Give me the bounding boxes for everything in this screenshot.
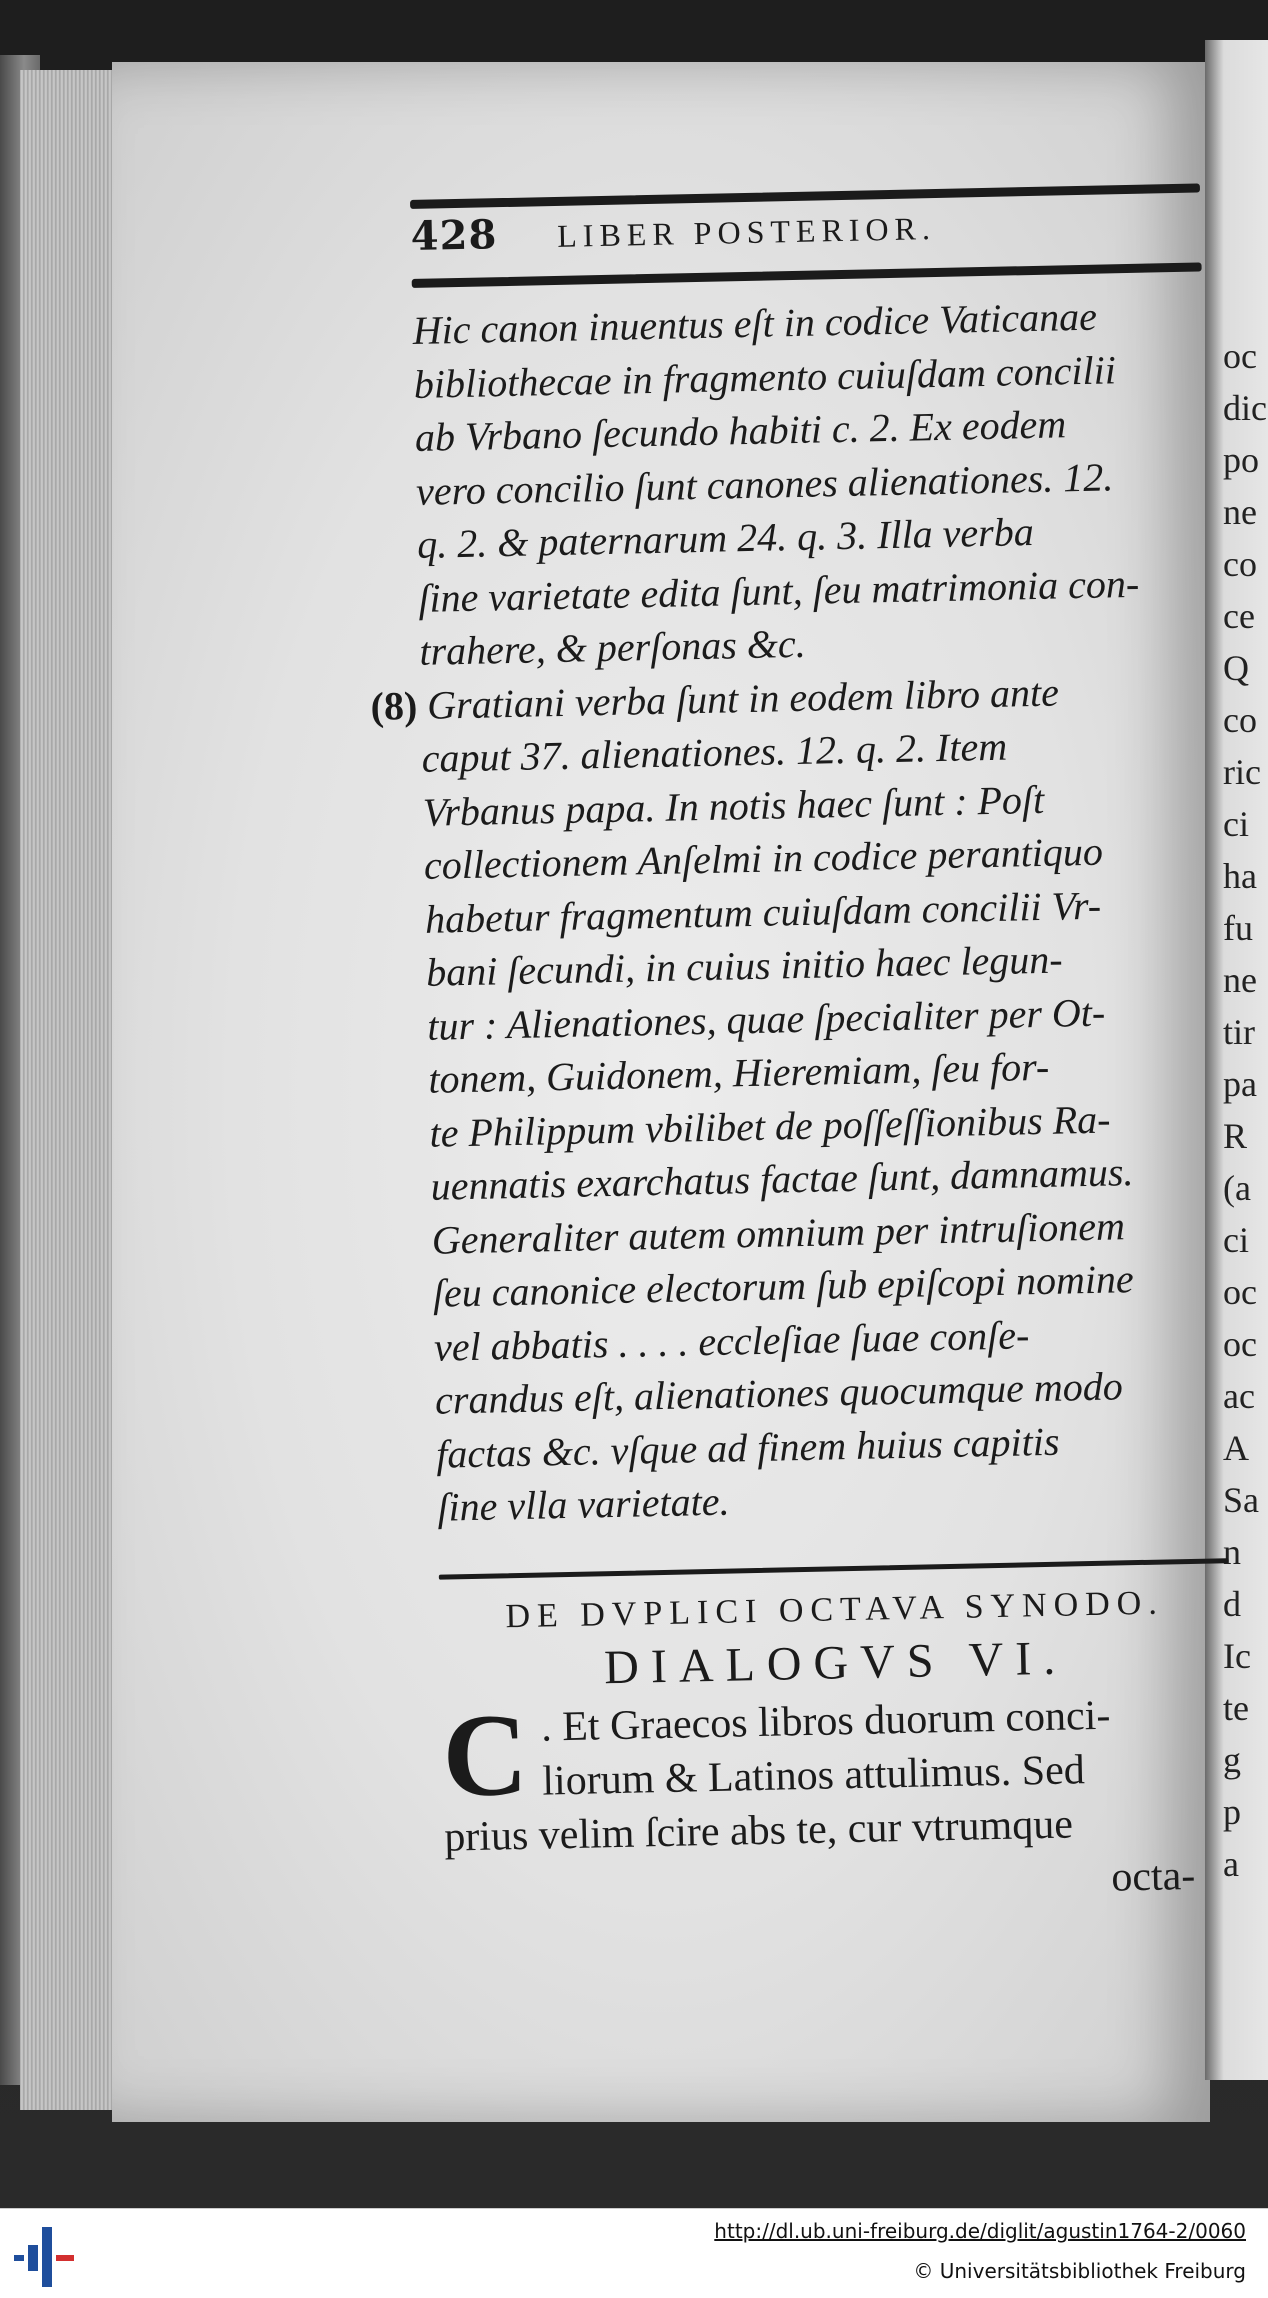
body-line: prius velim ſcire abs te, cur vtrumque — [443, 1800, 1074, 1861]
right-page-fragment-line: p — [1223, 1792, 1241, 1832]
body-paragraph — [441, 1686, 1235, 1918]
note-line: bibliothecae in fragmento cuiuſdam concilii — [413, 346, 1117, 407]
right-page-fragment-line: oc — [1223, 1272, 1257, 1312]
right-page-fragment-line: ha — [1223, 856, 1257, 896]
right-page-fragment-line: Sa — [1223, 1480, 1259, 1520]
right-page-fragment-line: g — [1223, 1740, 1241, 1780]
right-page-fragment-line: oc — [1223, 1324, 1257, 1364]
note-line: ab Vrbano ſecundo habiti c. 2. Ex eodem — [414, 401, 1067, 460]
note-line: tur : Alienationes, quae ſpecialiter per Ot- — [426, 989, 1106, 1049]
running-head — [410, 196, 1201, 273]
permalink-url[interactable]: http://dl.ub.uni-freiburg.de/diglit/agustin1764-2/0060 — [714, 2219, 1246, 2243]
right-page-fragment-line: ce — [1223, 596, 1255, 636]
library-logo-icon — [14, 2227, 78, 2287]
note-line: vero concilio ſunt canones alienationes. 12. — [415, 453, 1114, 514]
right-page-fragment-line: ne — [1223, 960, 1257, 1000]
right-page-fragment-line: co — [1223, 544, 1257, 584]
note-line: Hic canon inuentus eſt in codice Vaticanae — [412, 293, 1098, 353]
note-line-text: Gratiani verba ſunt in eodem libro ante — [426, 669, 1060, 728]
note-line: q. 2. & paternarum 24. q. 3. Illa verba — [416, 509, 1035, 567]
right-page-fragment-line: ci — [1223, 804, 1249, 844]
right-page-fragment-line: ric — [1223, 752, 1261, 792]
right-page-fragment-line: ne — [1223, 492, 1257, 532]
body-line: . Et Graecos libros duorum conci- — [540, 1692, 1111, 1751]
note-line: Generaliter autem omnium per intruſionem — [431, 1202, 1126, 1263]
footnote-7 — [412, 287, 1210, 678]
note-line: factas &c. vſque ad finem huius capitis — [435, 1418, 1060, 1477]
body-line: liorum & Latinos attulimus. Sed — [541, 1746, 1086, 1805]
right-page-fragment-line: dic — [1223, 388, 1267, 428]
note-line: collectionem Anſelmi in codice perantiquo — [423, 828, 1104, 888]
drop-cap: C — [441, 1688, 530, 1822]
right-page-fragment-line: R — [1223, 1116, 1248, 1156]
right-page-fragment-line: Ic — [1223, 1636, 1251, 1676]
note-line: uennatis exarchatus factae ſunt, damnamus. — [430, 1149, 1134, 1209]
right-page-fragment-line: te — [1223, 1688, 1249, 1728]
right-page-fragment-line: a — [1223, 1844, 1239, 1884]
footnote-marker: (8) — [370, 682, 418, 729]
right-page-fragment-line: A — [1223, 1428, 1249, 1468]
note-line: Vrbanus papa. In notis haec ſunt : Poſt — [422, 776, 1045, 835]
catchword: octa- — [1110, 1852, 1196, 1901]
note-line: ſine varietate edita ſunt, ſeu matrimonia con- — [417, 560, 1140, 621]
note-line: tonem, Guidonem, Hieremiam, ſeu for- — [427, 1043, 1050, 1102]
section-rule — [439, 1558, 1229, 1580]
copyright-notice: © Universitätsbibliothek Freiburg — [913, 2259, 1246, 2283]
right-page-fragment-line: po — [1223, 440, 1259, 480]
note-line: caput 37. alienationes. 12. q. 2. Item — [421, 723, 1008, 781]
right-page-fragment-line: pa — [1223, 1064, 1257, 1104]
note-line: vel abbatis . . . . eccleſiae ſuae conſe- — [433, 1311, 1030, 1370]
section-heading: DE DVPLICI OCTAVA SYNODO. — [505, 1584, 1165, 1635]
right-page-fragment-line: ci — [1223, 1220, 1249, 1260]
note-line: trahere, & perſonas &c. — [418, 620, 807, 674]
note-line: crandus eſt, alienationes quocumque modo — [434, 1363, 1124, 1423]
note-line: ſeu canonice electorum ſub epiſcopi nomine — [432, 1256, 1135, 1316]
right-page-fragment-line: Q — [1223, 648, 1249, 688]
right-page-fragment-line: ac — [1223, 1376, 1255, 1416]
right-page-fragment-line: tir — [1223, 1012, 1255, 1052]
page-stack — [20, 70, 122, 2110]
footnote-8 — [370, 662, 1228, 1534]
note-line: habetur fragmentum cuiuſdam concilii Vr- — [424, 882, 1102, 942]
right-page-fragment-line: fu — [1223, 908, 1253, 948]
viewer-footer — [0, 2208, 1268, 2298]
right-page-fragment-line: n — [1223, 1532, 1241, 1572]
note-line: bani ſecundi, in cuius initio haec legun- — [425, 936, 1064, 995]
page-content — [370, 183, 1236, 1918]
note-line: ſine vlla varietate. — [436, 1478, 730, 1530]
right-page-fragment-line: (a — [1223, 1168, 1251, 1208]
running-head-title: LIBER POSTERIOR. — [556, 209, 937, 254]
right-page-fragment-line: d — [1223, 1584, 1241, 1624]
right-page-fragment-line: oc — [1223, 336, 1257, 376]
dialog-title: DIALOGVS VI. — [603, 1631, 1068, 1694]
note-line: te Philippum vbilibet de poſſeſſionibus Ra- — [429, 1096, 1111, 1156]
page-number: 428 — [410, 211, 498, 260]
right-page-fragment-line: co — [1223, 700, 1257, 740]
